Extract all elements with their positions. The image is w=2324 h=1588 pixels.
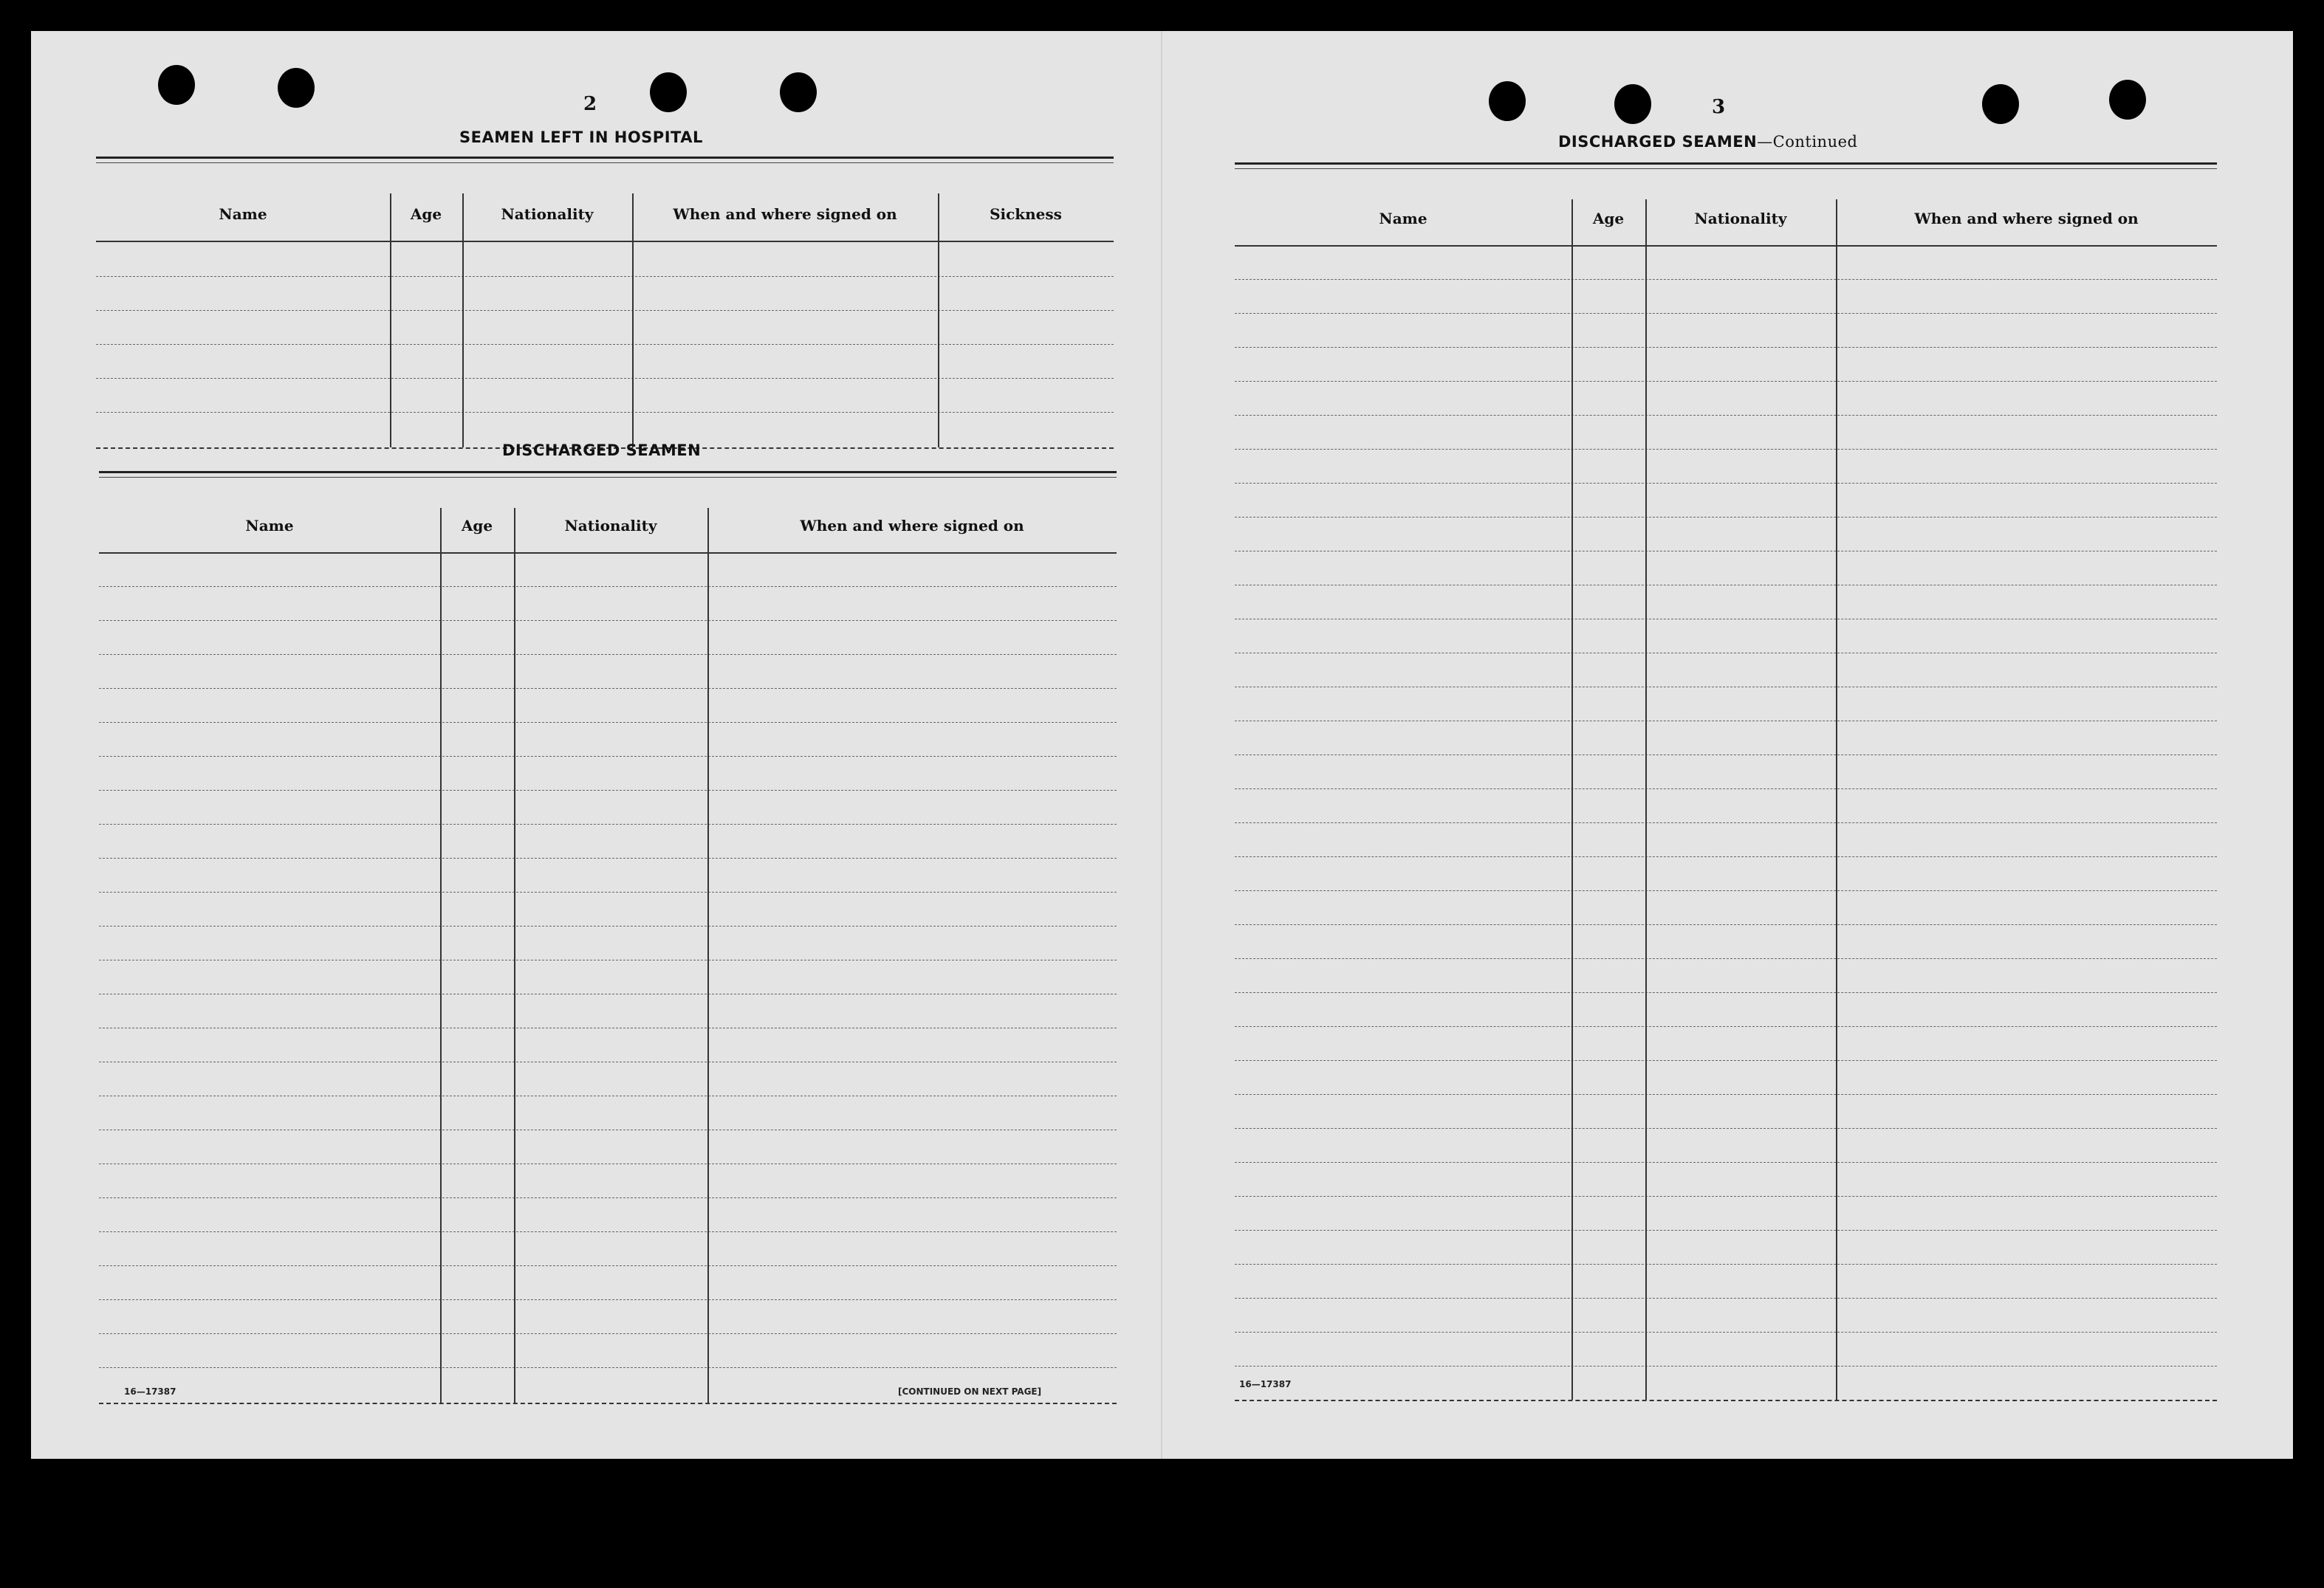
column-header-nationality: Nationality — [564, 517, 657, 535]
punch-hole — [158, 65, 195, 105]
column-header-when-where: When and where signed on — [800, 517, 1024, 535]
discharged-continued-table — [1235, 162, 2217, 1410]
discharged-section-title: DISCHARGED SEAMEN — [502, 441, 702, 459]
column-header-nationality: Nationality — [1694, 210, 1787, 227]
hospital-table — [96, 157, 1114, 456]
column-header-name: Name — [219, 205, 267, 223]
page-number: 3 — [1712, 96, 1726, 118]
column-header-when-where: When and where signed on — [1914, 210, 2139, 227]
left-page — [31, 31, 1161, 1459]
hospital-section-title: SEAMEN LEFT IN HOSPITAL — [459, 128, 703, 146]
punch-hole — [780, 72, 817, 112]
punch-hole — [1614, 84, 1651, 124]
punch-hole — [1982, 84, 2019, 124]
column-header-when-where: When and where signed on — [673, 205, 897, 223]
punch-hole — [278, 68, 315, 108]
punch-hole — [1489, 81, 1526, 121]
section-title: DISCHARGED SEAMEN — [1558, 133, 1758, 151]
column-header-age: Age — [410, 205, 442, 223]
column-header-age: Age — [1592, 210, 1625, 227]
page-number: 2 — [583, 93, 597, 115]
discharged-continued-title — [1558, 133, 1857, 151]
column-header-age: Age — [461, 517, 493, 535]
form-number: 16—17387 — [124, 1386, 176, 1397]
punch-hole — [2109, 80, 2146, 120]
section-title-suffix: —Continued — [1757, 133, 1858, 151]
column-header-sickness: Sickness — [990, 205, 1062, 223]
column-header-name: Name — [1379, 210, 1427, 227]
column-header-name: Name — [245, 517, 294, 535]
form-number: 16—17387 — [1239, 1379, 1292, 1389]
document-sheet — [31, 31, 2293, 1459]
column-header-nationality: Nationality — [501, 205, 594, 223]
punch-hole — [650, 72, 687, 112]
continued-note: [CONTINUED ON NEXT PAGE] — [898, 1386, 1042, 1397]
right-page — [1162, 31, 2293, 1459]
discharged-table — [99, 471, 1117, 1413]
